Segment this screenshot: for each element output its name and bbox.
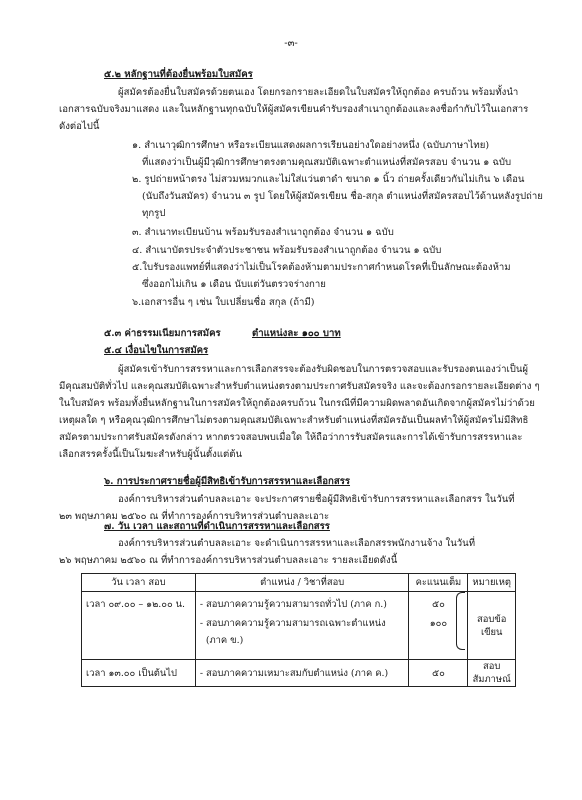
brace-divider — [456, 592, 465, 650]
header-score: คะแนนเต็ม — [409, 574, 468, 592]
table-row — [82, 660, 516, 687]
section-7-text: ๒๖ พฤษภาคม ๒๕๖๐ ณ ที่ทำการองค์การบริหารส่วนตำบลละเอาะ รายละเอียดดังนี้ — [59, 555, 398, 566]
document-item: ๒. รูปถ่ายหน้าตรง ไม่สวมหมวกและไม่ใส่แว่นตาดำ ขนาด ๑ นิ้ว ถ่ายครั้งเดียวกันไม่เกิน ๖ เดือน — [132, 174, 525, 185]
section-6-text: ๒๓ พฤษภาคม ๒๕๖๐ ณ ที่ทำการองค์การบริหารส่วนตำบลละเอาะ — [59, 511, 330, 522]
document-item: ซึ่งออกไม่เกิน ๑ เดือน นับแต่วันตรวจร่างกาย — [142, 279, 326, 290]
row-note: สอบสัมภาษณ์ — [468, 660, 516, 687]
section-7-heading: ๗. วัน เวลา และสถานที่ดำเนินการสรรหาและเลือกสรร — [104, 521, 330, 532]
subject-line: - สอบภาคความรู้ความสามารถทั่วไป (ภาค ก.) — [199, 599, 387, 610]
document-item: ทุกรูป — [142, 208, 166, 219]
row-time: เวลา ๑๓.๐๐ เป็นต้นไป — [82, 660, 196, 687]
header-subject: ตำแหน่ง / วิชาที่สอบ — [195, 574, 409, 592]
document-item: ๖.เอกสารอื่น ๆ เช่น ใบเปลี่ยนชื่อ สกุล (ถ้ามี) — [132, 297, 315, 308]
document-item: ๕.ใบรับรองแพทย์ที่แสดงว่าไม่เป็นโรคต้องห้ามตามประกาศกำหนดโรคที่เป็นลักษณะต้องห้าม — [132, 262, 511, 273]
document-item: ๔. สำเนาบัตรประจำตัวประชาชน พร้อมรับรองสำเนาถูกต้อง จำนวน ๑ ฉบับ — [132, 245, 442, 256]
condition-line: ในใบสมัคร พร้อมทั้งยื่นหลักฐานในการสมัครให้ถูกต้องครบถ้วน ในกรณีที่มีความผิดพลาดอันเกิดจากผู้สมัครไม่ว่าด้วย — [59, 398, 535, 409]
header-note: หมายเหตุ — [468, 574, 516, 592]
table-header-row — [82, 574, 516, 592]
document-item: ๑. สำเนาวุฒิการศึกษา หรือระเบียนแสดงผลการเรียนอย่างใดอย่างหนึ่ง (ฉบับภาษาไทย) — [132, 140, 490, 151]
condition-line: มีคุณสมบัติทั่วไป และคุณสมบัติเฉพาะสำหรับตำแหน่งตรงตามประกาศรับสมัครจริง และจะต้องกรอกรายละเอียดต่าง ๆ — [59, 381, 540, 392]
document-item: ๓. สำเนาทะเบียนบ้าน พร้อมรับรองสำเนาถูกต้อง จำนวน ๑ ฉบับ — [132, 227, 394, 238]
document-item: ที่แสดงว่าเป็นผู้มีวุฒิการศึกษาตรงตามคุณสมบัติเฉพาะตำแหน่งที่สมัครสอบ จำนวน ๑ ฉบับ — [142, 157, 512, 168]
score-value: ๕๐ — [432, 599, 445, 610]
table-row — [82, 592, 516, 660]
score-value: ๕๐ — [409, 660, 468, 687]
section-6-heading: ๖. การประกาศรายชื่อผู้มีสิทธิเข้ารับการสรรหาและเลือกสรร — [104, 476, 351, 487]
header-time: วัน เวลา สอบ — [82, 574, 196, 592]
document-item: (นับถึงวันสมัคร) จำนวน ๓ รูป โดยให้ผู้สมัครเขียน ชื่อ-สกุล ตำแหน่งที่สมัครสอบไว้ด้านหลังรูปถ่าย — [142, 191, 543, 202]
row-subjects — [195, 592, 409, 660]
section-6-text: องค์การบริหารส่วนตำบลละเอาะ จะประกาศรายชื่อผู้มีสิทธิเข้ารับการสรรหาและเลือกสรร ในวันที่ — [118, 494, 515, 505]
section-7-text: องค์การบริหารส่วนตำบลละเอาะ จะดำเนินการสรรหาและเลือกสรรพนักงานจ้าง ในวันที่ — [118, 538, 476, 549]
condition-line: ผู้สมัครเข้ารับการสรรหาและการเลือกสรรจะต้องรับผิดชอบในการตรวจสอบและรับรองตนเองว่าเป็นผู้ — [118, 364, 529, 375]
row-time: เวลา ๐๙.๐๐ – ๑๒.๐๐ น. — [82, 592, 196, 660]
page-number: -๓- — [284, 38, 298, 49]
section-5-2-intro-line: ดังต่อไปนี้ — [59, 121, 100, 132]
condition-line: เลือกสรรครั้งนี้เป็นโมฆะสำหรับผู้นั้นตั้งแต่ต้น — [59, 449, 243, 460]
row-note: สอบข้อเขียน — [468, 592, 516, 660]
subject-line: - สอบภาคความรู้ความสามารถเฉพาะตำแหน่ง — [199, 618, 386, 629]
exam-schedule-table — [81, 573, 516, 687]
row-subjects: - สอบภาคความเหมาะสมกับตำแหน่ง (ภาค ค.) — [195, 660, 409, 687]
subject-line: (ภาค ข.) — [205, 635, 244, 646]
section-5-2-heading: ๕.๒ หลักฐานที่ต้องยื่นพร้อมใบสมัคร — [104, 69, 253, 80]
condition-line: เหตุผลใด ๆ หรือคุณวุฒิการศึกษาไม่ตรงตามคุณสมบัติเฉพาะสำหรับตำแหน่งที่สมัครอันเป็นผลทำให้ผู้สมัครไม่มีสิทธิ — [59, 415, 529, 426]
application-fee-value: ตำแหน่งละ ๑๐๐ บาท — [252, 328, 341, 339]
score-value: ๑๐๐ — [429, 618, 448, 629]
section-5-4-heading: ๕.๔ เงื่อนไขในการสมัคร — [104, 345, 209, 356]
condition-line: สมัครตามประกาศรับสมัครดังกล่าว หากตรวจสอบพบเมื่อใด ให้ถือว่าการรับสมัครและการได้เข้ารับการสรรหาและ — [59, 432, 523, 443]
application-fee-label: ๕.๓ ค่าธรรมเนียมการสมัคร — [104, 328, 221, 339]
section-5-2-intro-line: ผู้สมัครต้องยื่นใบสมัครด้วยตนเอง โดยกรอกรายละเอียดในใบสมัครให้ถูกต้อง ครบถ้วน พร้อมทั้งนำ — [118, 87, 519, 98]
section-5-2-intro-line: เอกสารฉบับจริงมาแสดง และในหลักฐานทุกฉบับให้ผู้สมัครเขียนคำรับรองสำเนาถูกต้องและลงชื่อกำกับไว้ในเอกสาร — [59, 104, 529, 115]
